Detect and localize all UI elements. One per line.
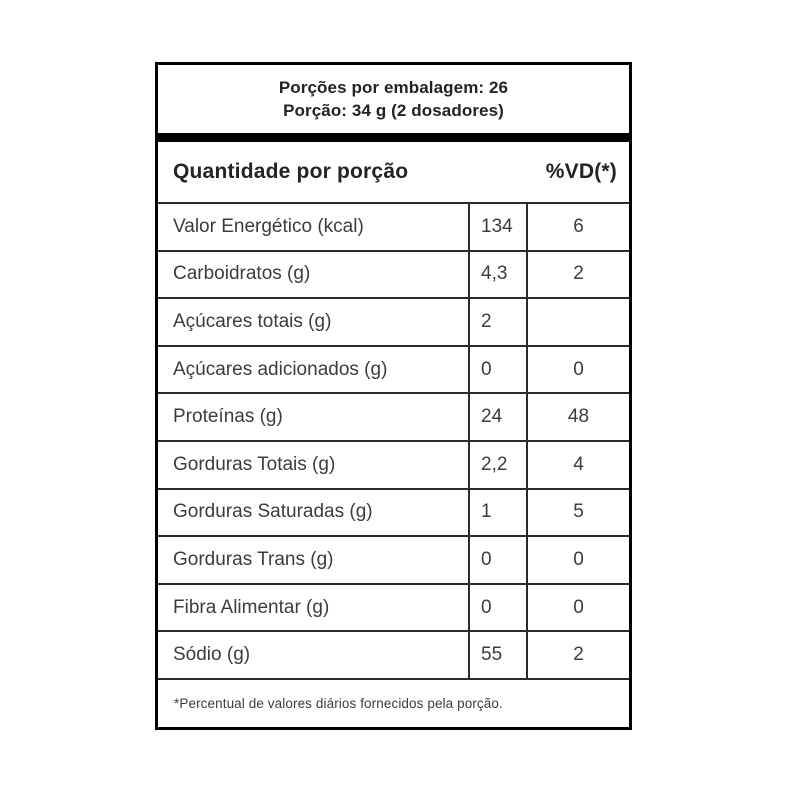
- nutrient-quantity: 24: [470, 394, 528, 440]
- nutrient-name: Gorduras Trans (g): [158, 537, 470, 583]
- nutrient-name: Proteínas (g): [158, 394, 470, 440]
- table-row: [158, 394, 629, 442]
- nutrient-quantity: 2: [470, 299, 528, 345]
- nutrient-rows: [158, 204, 629, 680]
- nutrient-daily-value: 6: [573, 215, 584, 237]
- table-row: [158, 347, 629, 395]
- nutrient-name: Sódio (g): [158, 632, 470, 678]
- nutrient-name: Gorduras Totais (g): [158, 442, 470, 488]
- nutrient-name: Açúcares adicionados (g): [158, 347, 470, 393]
- nutrient-quantity: 1: [470, 490, 528, 536]
- nutrient-name: Carboidratos (g): [158, 252, 470, 298]
- quantity-per-portion-header: Quantidade por porção: [173, 160, 409, 183]
- nutrient-quantity: 0: [470, 347, 528, 393]
- divider-bar: [158, 133, 629, 142]
- nutrient-name: Açúcares totais (g): [158, 299, 470, 345]
- nutrient-daily-value: 4: [573, 453, 584, 475]
- nutrient-daily-value: [528, 299, 629, 345]
- serving-info: [158, 65, 629, 133]
- nutrient-quantity: 2,2: [470, 442, 528, 488]
- table-row: [158, 490, 629, 538]
- nutrient-quantity: 0: [470, 537, 528, 583]
- table-row: [158, 585, 629, 633]
- nutrient-daily-value: 0: [573, 548, 584, 570]
- nutrient-quantity: 134: [470, 204, 528, 250]
- nutrient-name: Gorduras Saturadas (g): [158, 490, 470, 536]
- nutrient-name: Fibra Alimentar (g): [158, 585, 470, 631]
- nutrient-daily-value: 2: [573, 644, 584, 666]
- table-row: [158, 299, 629, 347]
- table-row: [158, 537, 629, 585]
- servings-per-package: Porções por embalagem: 26: [278, 78, 509, 97]
- table-row: [158, 204, 629, 252]
- nutrient-daily-value: 5: [573, 501, 584, 523]
- table-row: [158, 632, 629, 680]
- table-row: [158, 252, 629, 300]
- nutrient-quantity: 0: [470, 585, 528, 631]
- nutrition-facts-table: [155, 62, 632, 730]
- nutrient-daily-value: 2: [573, 263, 584, 285]
- nutrient-name: Valor Energético (kcal): [158, 204, 470, 250]
- table-row: [158, 442, 629, 490]
- daily-value-header: %VD(*): [545, 160, 617, 183]
- nutrient-quantity: 55: [470, 632, 528, 678]
- footnote: *Percentual de valores diários fornecidos pela porção.: [174, 696, 503, 711]
- portion-size: Porção: 34 g (2 dosadores): [283, 101, 504, 120]
- column-header-row: [158, 142, 629, 204]
- nutrient-daily-value: 0: [573, 596, 584, 618]
- nutrient-daily-value: 48: [567, 406, 590, 428]
- nutrient-daily-value: 0: [573, 358, 584, 380]
- nutrient-quantity: 4,3: [470, 252, 528, 298]
